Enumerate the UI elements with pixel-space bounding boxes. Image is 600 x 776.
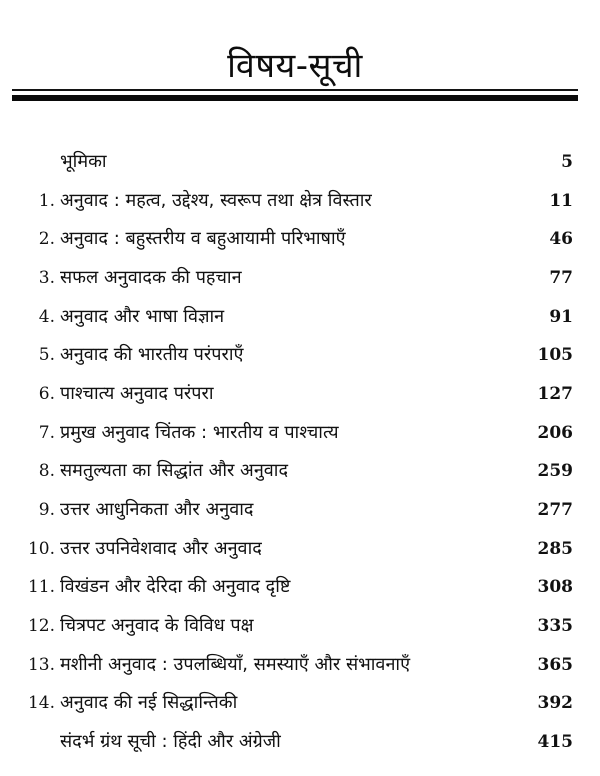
entry-title: मशीनी अनुवाद : उपलब्धियाँ, समस्याएँ और संभावनाएँ xyxy=(60,653,411,675)
toc-list xyxy=(0,143,600,762)
toc-entry-chapter-3 xyxy=(0,259,600,298)
toc-entry-chapter-11 xyxy=(0,568,600,607)
entry-title: प्रमुख अनुवाद चिंतक : भारतीय व पाश्चात्य xyxy=(60,421,339,443)
title-rule-thick xyxy=(12,95,578,101)
toc-entry-chapter-13 xyxy=(0,646,600,685)
toc-entry-chapter-5 xyxy=(0,336,600,375)
entry-page-number: 365 xyxy=(537,654,573,675)
entry-title: अनुवाद की नई सिद्धान्तिकी xyxy=(60,692,238,714)
entry-title: पाश्चात्य अनुवाद परंपरा xyxy=(60,382,214,404)
entry-page-number: 259 xyxy=(537,461,573,482)
toc-entry-chapter-14 xyxy=(0,684,600,723)
entry-page-number: 415 xyxy=(537,731,573,752)
entry-title: संदर्भ ग्रंथ सूची : हिंदी और अंग्रेजी xyxy=(60,730,281,752)
entry-title: अनुवाद की भारतीय परंपराएँ xyxy=(60,344,244,366)
toc-entry-chapter-1 xyxy=(0,182,600,221)
entry-page-number: 77 xyxy=(549,267,573,288)
entry-title: अनुवाद : बहुस्तरीय व बहुआयामी परिभाषाएँ xyxy=(60,228,346,250)
entry-title: चित्रपट अनुवाद के विविध पक्ष xyxy=(60,614,254,636)
entry-page-number: 105 xyxy=(537,345,573,366)
entry-title: उत्तर उपनिवेशवाद और अनुवाद xyxy=(60,537,262,559)
entry-page-number: 46 xyxy=(549,229,573,250)
entry-page-number: 285 xyxy=(537,538,573,559)
entry-page-number: 5 xyxy=(561,152,573,172)
entry-number: 6. xyxy=(38,383,55,404)
entry-page-number: 206 xyxy=(537,422,573,443)
entry-number: 2. xyxy=(38,229,55,250)
entry-number: 3. xyxy=(38,267,55,288)
entry-page-number: 91 xyxy=(549,306,573,327)
toc-entry-chapter-7 xyxy=(0,414,600,453)
entry-number: 10. xyxy=(27,538,55,559)
toc-entry-chapter-9 xyxy=(0,491,600,530)
entry-number: 13. xyxy=(27,654,55,675)
entry-number: 11. xyxy=(27,577,55,598)
entry-title: सफल अनुवादक की पहचान xyxy=(60,266,242,288)
toc-entry-chapter-2 xyxy=(0,220,600,259)
entry-title: उत्तर आधुनिकता और अनुवाद xyxy=(60,498,254,520)
entry-title: अनुवाद और भाषा विज्ञान xyxy=(60,305,225,327)
title-rule-thin xyxy=(12,89,578,91)
entry-page-number: 277 xyxy=(537,499,573,520)
entry-number: 9. xyxy=(38,499,55,520)
entry-number: 14. xyxy=(27,693,55,714)
entry-number: 5. xyxy=(38,345,55,366)
toc-entry-chapter-12 xyxy=(0,607,600,646)
entry-page-number: 11 xyxy=(549,190,573,211)
toc-entry-chapter-10 xyxy=(0,530,600,569)
entry-number: 7. xyxy=(38,422,55,443)
toc-entry-chapter-6 xyxy=(0,375,600,414)
entry-title: विखंडन और देरिदा की अनुवाद दृष्टि xyxy=(60,576,291,598)
toc-entry-bibliography xyxy=(0,723,600,762)
toc-entry-preface xyxy=(0,143,600,182)
entry-number: 12. xyxy=(27,615,55,636)
entry-number: 4. xyxy=(38,306,55,327)
entry-title: भूमिका xyxy=(60,151,107,172)
entry-number: 1. xyxy=(38,190,55,211)
toc-entry-chapter-8 xyxy=(0,452,600,491)
entry-page-number: 335 xyxy=(537,615,573,636)
entry-title: अनुवाद : महत्व, उद्देश्य, स्वरूप तथा क्षेत्र विस्तार xyxy=(60,189,372,211)
entry-title: समतुल्यता का सिद्धांत और अनुवाद xyxy=(60,460,289,482)
entry-page-number: 308 xyxy=(537,577,573,598)
entry-number: 8. xyxy=(38,461,55,482)
toc-entry-chapter-4 xyxy=(0,298,600,337)
entry-page-number: 127 xyxy=(537,383,573,404)
entry-page-number: 392 xyxy=(537,693,573,714)
page-title: विषय-सूची xyxy=(227,46,363,86)
